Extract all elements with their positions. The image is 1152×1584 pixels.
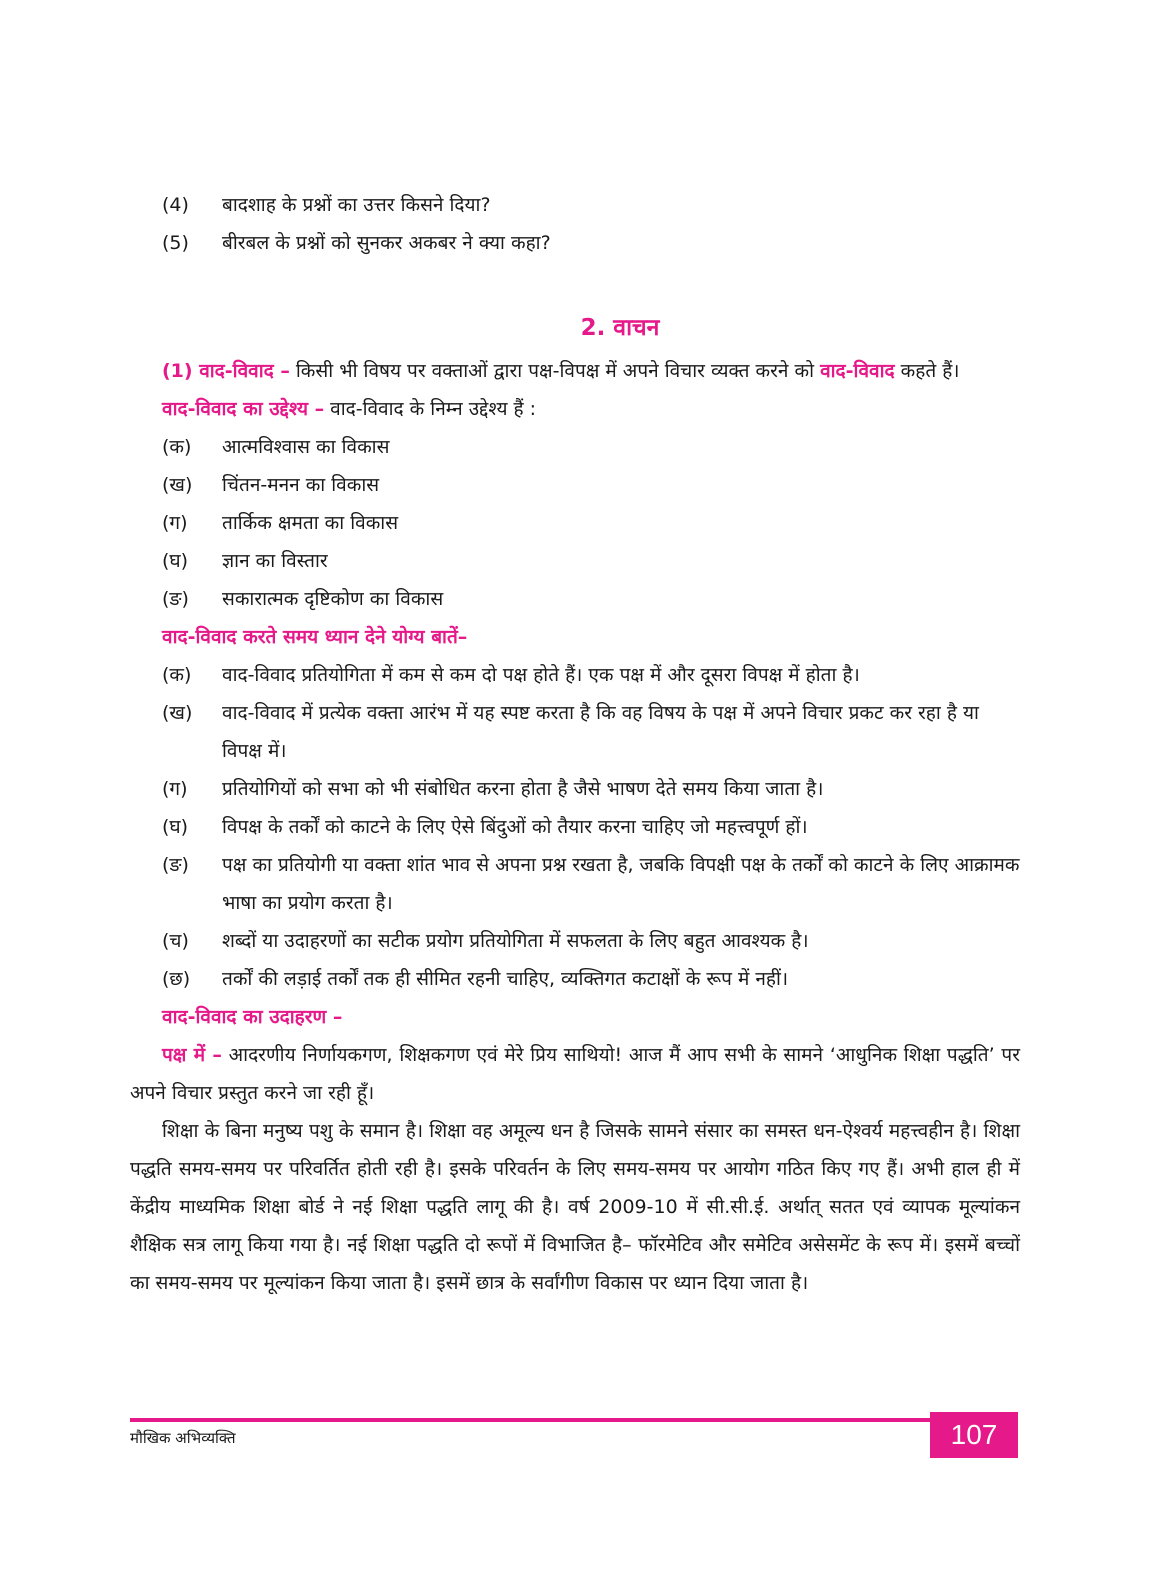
question-item <box>130 224 1020 262</box>
objective-text: सकारात्मक दृष्टिकोण का विकास <box>222 588 444 610</box>
objective-text: तार्किक क्षमता का विकास <box>222 512 399 534</box>
definition-term: वाद-विवाद <box>820 360 895 382</box>
objective-text: ज्ञान का विस्तार <box>222 550 328 572</box>
objective-item <box>130 542 1020 580</box>
objective-item <box>130 504 1020 542</box>
page-content <box>130 186 1020 1302</box>
point-text: प्रतियोगियों को सभा को भी संबोधित करना होता है जैसे भाषण देते समय किया जाता है। <box>222 778 824 800</box>
point-marker: (घ) <box>162 816 189 838</box>
point-marker: (छ) <box>162 968 191 990</box>
point-marker: (क) <box>162 664 192 686</box>
objective-marker: (ग) <box>162 512 188 534</box>
point-text: वाद-विवाद में प्रत्येक वक्ता आरंभ में यह स्पष्ट करता है कि वह विषय के पक्ष में अपने विचार प्रकट कर रहा है या विपक्ष में। <box>222 702 979 762</box>
definition-paragraph <box>130 352 1020 390</box>
objective-item <box>130 466 1020 504</box>
example-heading-line <box>130 998 1020 1036</box>
question-item <box>130 186 1020 224</box>
definition-lead: (1) वाद-विवाद – <box>162 360 290 382</box>
point-marker: (च) <box>162 930 189 952</box>
page-number-badge: 107 <box>930 1412 1018 1458</box>
question-text: बीरबल के प्रश्नों को सुनकर अकबर ने क्या कहा? <box>222 232 551 254</box>
question-number: (5) <box>162 232 189 254</box>
objective-marker: (क) <box>162 436 192 458</box>
footer-divider <box>130 1418 930 1422</box>
point-item <box>130 808 1020 846</box>
point-text: तर्कों की लड़ाई तर्कों तक ही सीमित रहनी चाहिए, व्यक्तिगत कटाक्षों के रूप में नहीं। <box>222 968 789 990</box>
point-item <box>130 656 1020 694</box>
objectives-intro: वाद-विवाद के निम्न उद्देश्य हैं : <box>330 398 537 420</box>
objectives-heading: वाद-विवाद का उद्देश्य – <box>162 398 325 420</box>
point-item <box>130 770 1020 808</box>
example-lead: पक्ष में – <box>162 1044 222 1066</box>
footer-chapter-label: मौखिक अभिव्यक्ति <box>130 1429 236 1447</box>
point-text: पक्ष का प्रतियोगी या वक्ता शांत भाव से अपना प्रश्न रखता है, जबकि विपक्षी पक्ष के तर्कों को काटने के लिए आक्रामक भाषा का प्रयोग करता है। <box>222 854 1020 914</box>
objective-text: चिंतन-मनन का विकास <box>222 474 380 496</box>
point-item <box>130 846 1020 922</box>
objective-marker: (ख) <box>162 474 193 496</box>
point-marker: (ङ) <box>162 854 189 876</box>
objective-marker: (ङ) <box>162 588 189 610</box>
point-marker: (ग) <box>162 778 188 800</box>
definition-text: किसी भी विषय पर वक्ताओं द्वारा पक्ष-विपक्ष में अपने विचार व्यक्त करने को <box>295 360 815 382</box>
objective-item <box>130 580 1020 618</box>
section-title: 2. वाचन <box>580 315 660 341</box>
objective-item <box>130 428 1020 466</box>
objectives-heading-line <box>130 390 1020 428</box>
question-text: बादशाह के प्रश्नों का उत्तर किसने दिया? <box>222 194 491 216</box>
example-intro: आदरणीय निर्णायकगण, शिक्षकगण एवं मेरे प्रिय साथियो! आज मैं आप सभी के सामने ‘आधुनिक शिक्षा पद्धति’ पर अपने विचार प्रस्तुत करने जा रही हूँ। <box>130 1044 1020 1104</box>
points-heading: वाद-विवाद करते समय ध्यान देने योग्य बातें– <box>162 626 468 648</box>
example-heading: वाद-विवाद का उदाहरण – <box>162 1006 343 1028</box>
example-intro-paragraph <box>130 1036 1020 1112</box>
point-text: विपक्ष के तर्कों को काटने के लिए ऐसे बिंदुओं को तैयार करना चाहिए जो महत्त्वपूर्ण हों। <box>222 816 808 838</box>
question-number: (4) <box>162 194 189 216</box>
point-item <box>130 694 1020 770</box>
objective-text: आत्मविश्वास का विकास <box>222 436 390 458</box>
objective-marker: (घ) <box>162 550 189 572</box>
point-marker: (ख) <box>162 702 193 724</box>
point-text: वाद-विवाद प्रतियोगिता में कम से कम दो पक्ष होते हैं। एक पक्ष में और दूसरा विपक्ष में होता है। <box>222 664 860 686</box>
definition-tail: कहते हैं। <box>900 360 960 382</box>
point-item <box>130 922 1020 960</box>
example-body-paragraph: शिक्षा के बिना मनुष्य पशु के समान है। शिक्षा वह अमूल्य धन है जिसके सामने संसार का समस्त धन-ऐश्वर्य महत्त्वहीन है। शिक्षा पद्धति समय-समय पर परिवर्तित होती रही है। इसके परिवर्तन के लिए समय-समय पर आयोग गठित किए गए हैं। अभी हाल ही में केंद्रीय माध्यमिक शिक्षा बोर्ड ने नई शिक्षा पद्धति लागू की है। वर्ष 2009-10 में सी.सी.ई. अर्थात् सतत एवं व्यापक मूल्यांकन शैक्षिक सत्र लागू किया गया है। नई शिक्षा पद्धति दो रूपों में विभाजित है– फॉरमेटिव और समेटिव असेसमेंट के रूप में। इसमें बच्चों का समय-समय पर मूल्यांकन किया जाता है। इसमें छात्र के सर्वांगीण विकास पर ध्यान दिया जाता है। <box>130 1120 1020 1294</box>
points-heading-line <box>130 618 1020 656</box>
point-text: शब्दों या उदाहरणों का सटीक प्रयोग प्रतियोगिता में सफलता के लिए बहुत आवश्यक है। <box>222 930 809 952</box>
point-item <box>130 960 1020 998</box>
